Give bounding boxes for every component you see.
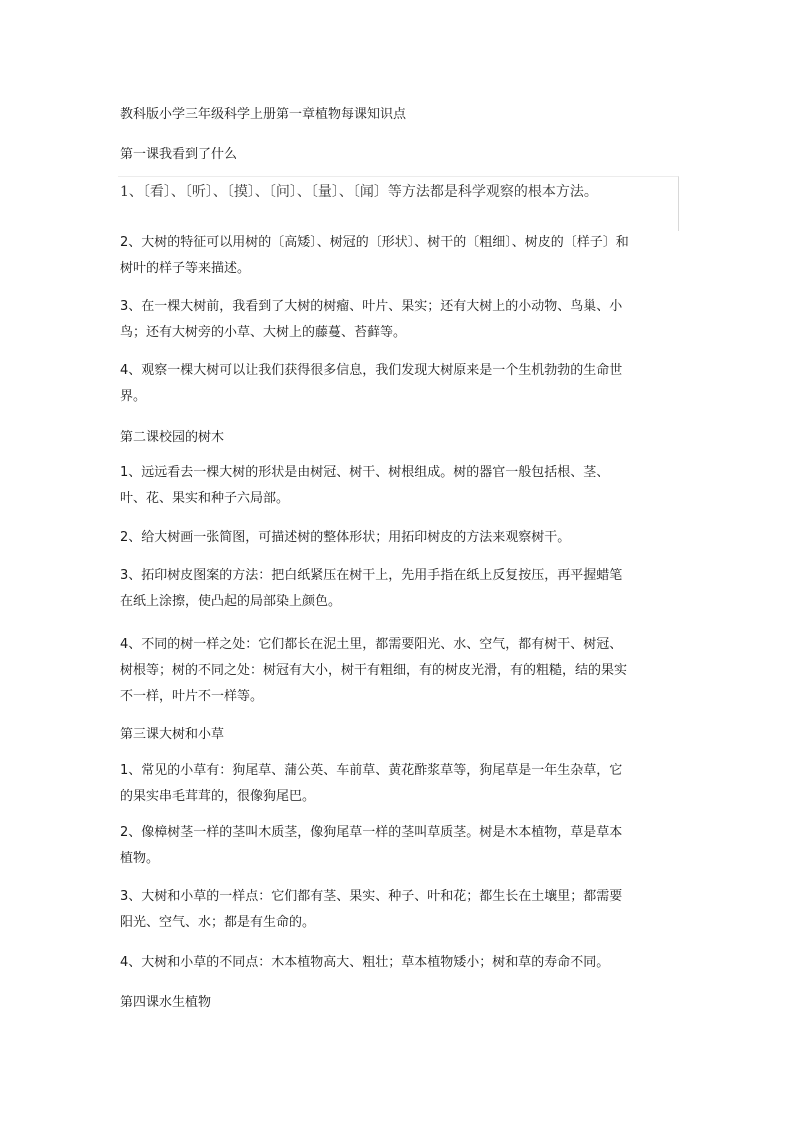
lesson2-item2: 2、给大树画一张简图，可描述树的整体形状；用拓印树皮的方法来观察树干。: [120, 530, 571, 545]
lesson1-heading: 第一课我看到了什么: [120, 147, 238, 162]
document-title: 教科版小学三年级科学上册第一章植物每课知识点: [120, 107, 407, 122]
lesson3-item1: 1、常见的小草有：狗尾草、蒲公英、车前草、黄花酢浆草等，狗尾草是一年生杂草，它的果实串毛茸茸的，很像狗尾巴。: [120, 763, 623, 804]
lesson2-heading: 第二课校园的树木: [120, 430, 225, 445]
lesson2-item4: 4、不同的树一样之处：它们都长在泥土里，都需要阳光、水、空气，都有树干、树冠、树根等；树的不同之处：树冠有大小，树干有粗细，有的树皮光滑，有的粗糙，结的果实不一样，叶片不一样等。: [120, 637, 628, 704]
lesson1-item3: 3、在一棵大树前，我看到了大树的树瘤、叶片、果实；还有大树上的小动物、鸟巢、小鸟；还有大树旁的小草、大树上的藤蔓、苔藓等。: [120, 299, 623, 340]
lesson1-item1: 1、〔看〕、〔听〕、〔摸〕、〔问〕、〔量〕、〔闻〕等方法都是科学观察的根本方法。: [120, 184, 598, 200]
lesson1-item1-box: [118, 176, 679, 231]
lesson3-item4: 4、大树和小草的不同点：木本植物高大、粗壮；草本植物矮小；树和草的寿命不同。: [120, 955, 610, 970]
lesson1-item4: 4、观察一棵大树可以让我们获得很多信息，我们发现大树原来是一个生机勃勃的生命世界。: [120, 363, 623, 404]
lesson4-heading: 第四课水生植物: [120, 995, 212, 1010]
lesson3-item2: 2、像樟树茎一样的茎叫木质茎，像狗尾草一样的茎叫草质茎。树是木本植物，草是草本植物。: [120, 825, 623, 866]
lesson1-item2: 2、大树的特征可以用树的〔高矮〕、树冠的〔形状〕、树干的〔粗细〕、树皮的〔样子〕和树叶的样子等来描述。: [120, 235, 629, 276]
lesson2-item1: 1、远远看去一棵大树的形状是由树冠、树干、树根组成。树的器官一般包括根、茎、叶、花、果实和种子六局部。: [120, 465, 610, 506]
lesson2-item3: 3、拓印树皮图案的方法：把白纸紧压在树干上，先用手指在纸上反复按压，再平握蜡笔在纸上涂擦，使凸起的局部染上颜色。: [120, 568, 623, 609]
lesson3-item3: 3、大树和小草的一样点：它们都有茎、果实、种子、叶和花；都生长在土壤里；都需要阳光、空气、水；都是有生命的。: [120, 889, 623, 930]
lesson3-heading: 第三课大树和小草: [120, 727, 225, 742]
